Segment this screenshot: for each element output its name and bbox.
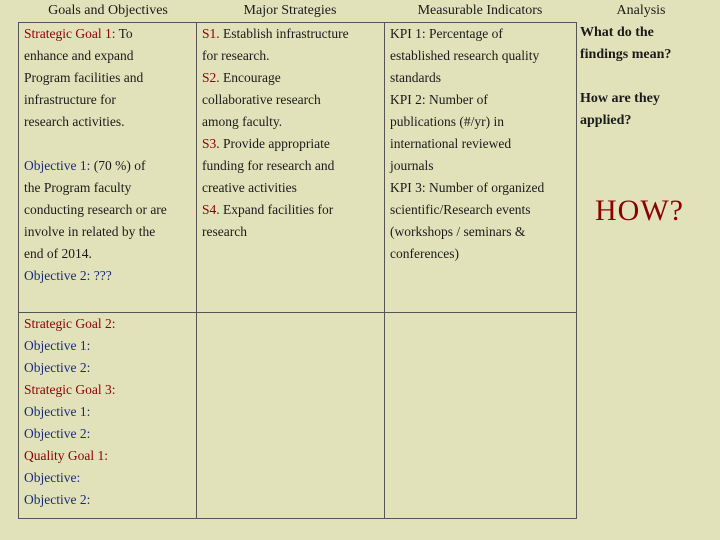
indicator-line: international reviewed xyxy=(390,136,512,151)
goal-line xyxy=(24,67,196,89)
header-strategies: Major Strategies xyxy=(243,3,337,18)
goal-text: the Program faculty xyxy=(24,180,132,195)
goal-line xyxy=(24,243,196,265)
strategy-line xyxy=(202,111,384,133)
indicators-cell xyxy=(385,313,577,519)
goal-text: Strategic Goal 1: xyxy=(24,26,116,41)
goals-cell xyxy=(19,313,197,519)
goal-text: Objective 2: xyxy=(24,492,91,507)
strategy-text: for research. xyxy=(202,48,270,63)
strategies-cell xyxy=(197,313,385,519)
strategy-label: S1. xyxy=(202,26,220,41)
indicator-line: standards xyxy=(390,70,441,85)
strategy-text: Encourage xyxy=(219,70,281,85)
goal-text: Objective 1: xyxy=(24,404,91,419)
indicator-line: publications (#/yr) in xyxy=(390,114,504,129)
goal-line xyxy=(24,423,196,445)
goal-text: involve in related by the xyxy=(24,224,156,239)
strategy-text: research xyxy=(202,224,247,239)
strategy-text: collaborative research xyxy=(202,92,321,107)
goal-line xyxy=(24,357,196,379)
goal-line xyxy=(24,221,196,243)
goal-text xyxy=(24,136,27,151)
goal-text: enhance and expand xyxy=(24,48,134,63)
goal-text: Program facilities and xyxy=(24,70,144,85)
indicator-line: KPI 2: Number of xyxy=(390,92,488,107)
goal-line xyxy=(24,379,196,401)
goal-line xyxy=(24,111,196,133)
goal-text: Strategic Goal 3: xyxy=(24,382,116,397)
indicator-line: conferences) xyxy=(390,246,459,261)
goal-tail: To xyxy=(115,26,133,41)
goal-line xyxy=(24,467,196,489)
strategy-text: funding for research and xyxy=(202,158,335,173)
strategy-line xyxy=(202,155,384,177)
goal-text: research activities. xyxy=(24,114,125,129)
goal-text: Objective 2: xyxy=(24,360,91,375)
goal-text: Quality Goal 1: xyxy=(24,448,108,463)
strategy-label: S4. xyxy=(202,202,220,217)
goal-text: Objective: xyxy=(24,470,81,485)
analysis-question-2b: applied? xyxy=(580,113,632,128)
strategy-line xyxy=(202,133,384,155)
goals-table xyxy=(18,22,577,519)
strategy-text: Expand facilities for xyxy=(219,202,334,217)
indicator-line: scientific/Research events xyxy=(390,202,531,217)
analysis-column xyxy=(577,22,720,132)
goal-text: end of 2014. xyxy=(24,246,92,261)
goal-line xyxy=(24,445,196,467)
table-row xyxy=(19,23,577,313)
strategy-text: among faculty. xyxy=(202,114,283,129)
goal-line xyxy=(24,23,196,45)
how-callout: HOW? xyxy=(595,194,684,227)
strategy-line xyxy=(202,89,384,111)
goal-line xyxy=(24,489,196,511)
analysis-spacer xyxy=(577,66,720,88)
strategy-text: creative activities xyxy=(202,180,297,195)
strategy-line xyxy=(202,221,384,243)
goal-text: infrastructure for xyxy=(24,92,116,107)
strategy-line xyxy=(202,67,384,89)
strategies-cell xyxy=(197,23,385,313)
goal-text: Strategic Goal 2: xyxy=(24,316,116,331)
goal-line xyxy=(24,401,196,423)
header-goals: Goals and Objectives xyxy=(48,3,168,18)
goal-text: Objective 2: xyxy=(24,426,91,441)
strategy-line xyxy=(202,23,384,45)
goal-line xyxy=(24,89,196,111)
strategy-line xyxy=(202,199,384,221)
indicator-line: established research quality xyxy=(390,48,540,63)
indicators-cell xyxy=(385,23,577,313)
goals-cell xyxy=(19,23,197,313)
indicator-line: KPI 1: Percentage of xyxy=(390,26,503,41)
header-indicators: Measurable Indicators xyxy=(417,3,543,18)
analysis-question-2a: How are they xyxy=(580,91,660,106)
goal-line xyxy=(24,177,196,199)
goal-line xyxy=(24,335,196,357)
strategy-label: S3 xyxy=(202,136,217,151)
goal-line xyxy=(24,155,196,177)
indicator-line: KPI 3: Number of organized xyxy=(390,180,545,195)
goal-line xyxy=(24,45,196,67)
goal-line xyxy=(24,133,196,155)
strategy-text: Establish infrastructure xyxy=(219,26,349,41)
analysis-question-1a: What do the xyxy=(580,25,654,40)
goal-line xyxy=(24,313,196,335)
indicator-line: journals xyxy=(390,158,434,173)
strategy-line xyxy=(202,177,384,199)
goal-text: Objective 2: ??? xyxy=(24,268,112,283)
goal-tail: (70 %) of xyxy=(90,158,146,173)
indicator-line: (workshops / seminars & xyxy=(390,224,526,239)
strategy-text: . Provide appropriate xyxy=(216,136,330,151)
header-analysis: Analysis xyxy=(616,3,666,18)
analysis-question-1b: findings mean? xyxy=(580,47,672,62)
goal-line xyxy=(24,199,196,221)
goal-text: Objective 1: xyxy=(24,158,91,173)
strategy-label: S2. xyxy=(202,70,220,85)
goal-text: conducting research or are xyxy=(24,202,167,217)
table-row xyxy=(19,313,577,519)
goal-line xyxy=(24,265,196,287)
strategy-line xyxy=(202,45,384,67)
goal-text: Objective 1: xyxy=(24,338,91,353)
